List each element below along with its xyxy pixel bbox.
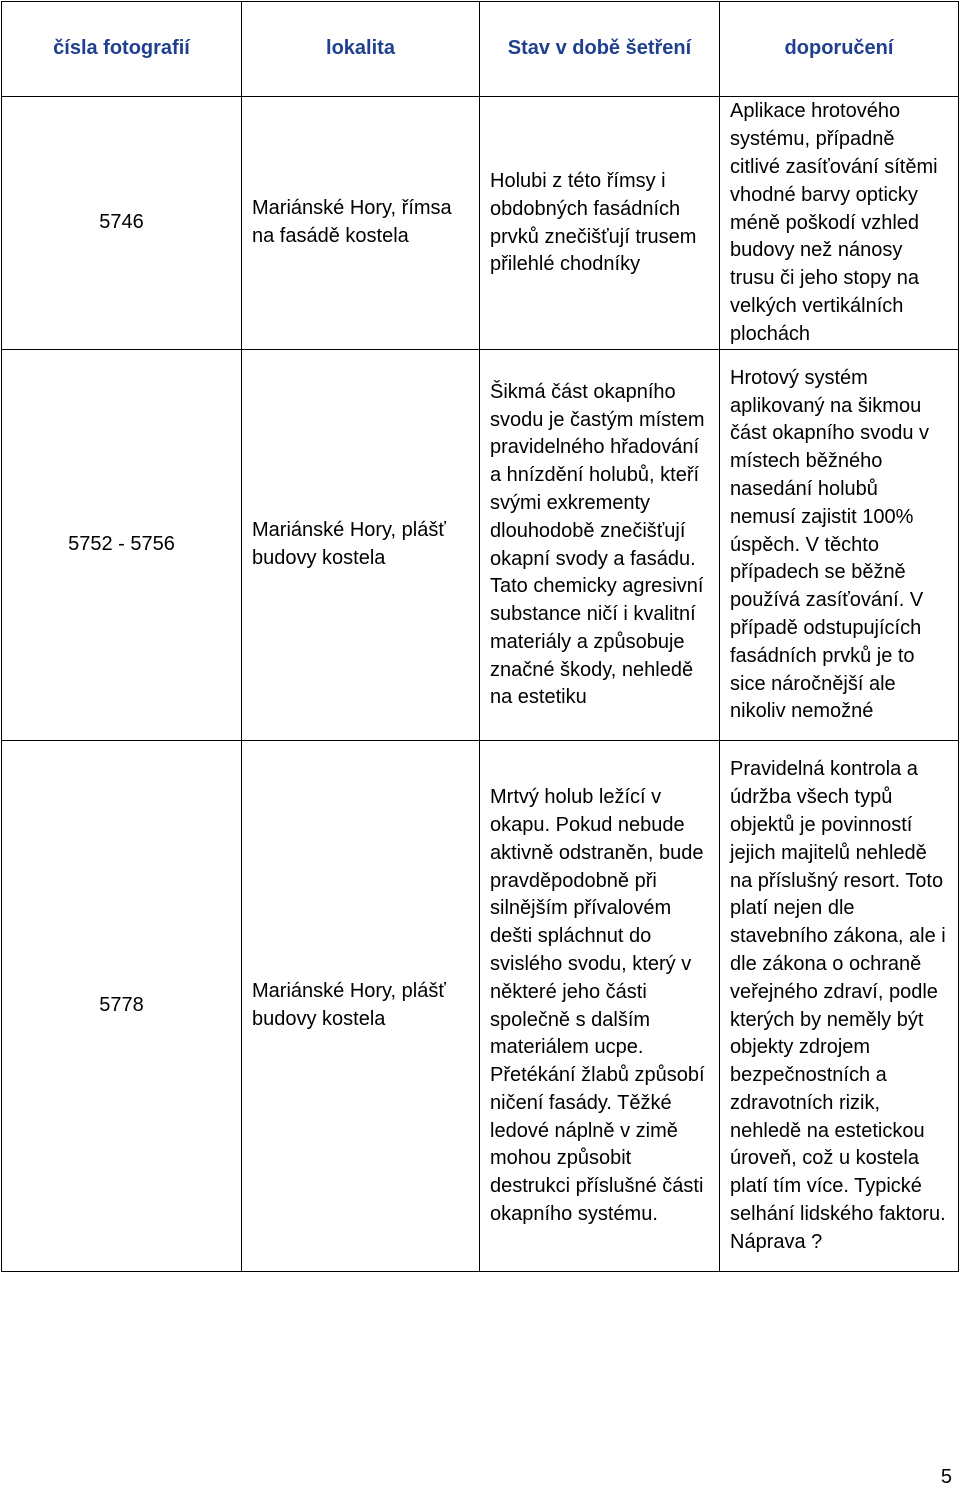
header-state: Stav v době šetření (480, 2, 720, 97)
recommendation-cell (720, 350, 959, 741)
state-cell (480, 97, 720, 350)
state-text: Šikmá část okapního svodu je častým místem pravidelného hřadování a hnízdění holubů, kteří svými exkrementy dlouhodobě znečišťují okapní svody a fasádu. Tato chemicky agresivní substance ničí i kvalitní materiály a způsobuje značné škody, nehledě na estetiku (490, 380, 705, 709)
header-row (2, 2, 959, 97)
header-location: lokalita (242, 2, 480, 97)
recommendation-cell (720, 97, 959, 350)
recommendation-cell (720, 741, 959, 1272)
photo-number-cell: 5778 (2, 741, 242, 1272)
location-cell: Mariánské Hory, plášť budovy kostela (242, 350, 480, 741)
table-row (2, 741, 959, 1272)
page-number: 5 (940, 1466, 952, 1488)
recommendation-text: Hrotový systém aplikovaný na šikmou část okapního svodu v místech běžného nasedání holubů nemusí zajistit 100% úspěch. V těchto případech se běžně používá zasíťování. V případě odstupujících fasádních prvků je to sice náročnější ale nikoliv nemožné (730, 366, 930, 723)
state-text: Mrtvý holub ležící v okapu. Pokud nebude aktivně odstraněn, bude pravděpodobně při silnějším přívalovém dešti spláchnut do svislého svodu, který v některé jeho části společně s dalším materiálem ucpe. Přetékání žlabů způsobí ničení fasády. Těžké ledové náplně v zimě mohou způsobit destrukci příslušné části okapního systému. (490, 786, 705, 1226)
photo-number-cell: 5752 - 5756 (2, 350, 242, 741)
location-cell: Mariánské Hory, plášť budovy kostela (242, 741, 480, 1272)
recommendation-text: Aplikace hrotového systému, případně citlivé zasíťování sítěmi vhodné barvy opticky méně poškodí vzhled budovy než nánosy trusu či jeho stopy na velkých vertikálních plochách (730, 100, 938, 345)
table-row (2, 350, 959, 741)
state-cell (480, 741, 720, 1272)
photo-number-cell: 5746 (2, 97, 242, 350)
state-text: Holubi z této římsy i obdobných fasádních prvků znečišťují trusem přilehlé chodníky (490, 169, 697, 276)
table-row (2, 97, 959, 350)
location-cell: Mariánské Hory, římsa na fasádě kostela (242, 97, 480, 350)
state-cell (480, 350, 720, 741)
header-recommendation: doporučení (720, 2, 959, 97)
header-photo-numbers: čísla fotografií (2, 2, 242, 97)
findings-table (1, 1, 959, 1272)
recommendation-text: Pravidelná kontrola a údržba všech typů objektů je povinností jejich majitelů nehledě na příslušný resort. Toto platí nejen dle stavebního zákona, ale i dle zákona o ochraně veřejného zdraví, podle kterých by neměly být objekty zdrojem bezpečnostních a zdravotních rizik, nehledě na estetickou úroveň, což u kostela platí tím více. Typické selhání lidského faktoru. Náprava ? (730, 758, 946, 1253)
